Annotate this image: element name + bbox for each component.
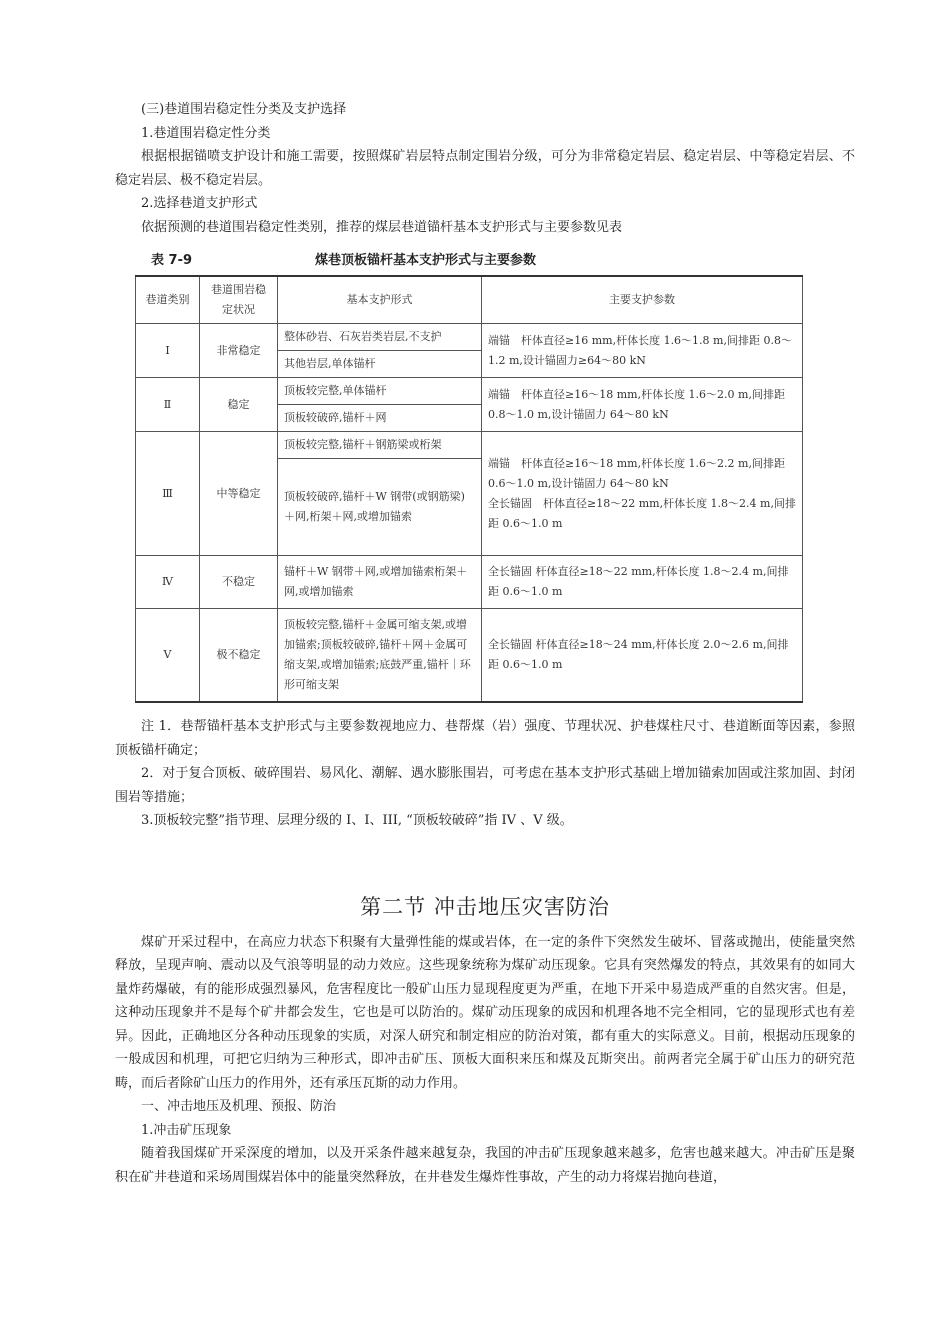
- table-row: [136, 378, 803, 405]
- class-cell: Ⅴ: [136, 609, 200, 703]
- params-line: 端锚 杆体直径≥16～18 mm,杆体长度 1.6～2.2 m,间排距 0.6～1.0 m,设计锚固力 64～80 kN: [488, 456, 785, 490]
- header-form: 基本支护形式: [278, 276, 482, 324]
- support-table: [135, 275, 803, 703]
- class-cell: Ⅰ: [136, 324, 200, 378]
- form-cell: 顶板较完整,单体锚杆: [278, 378, 482, 405]
- note-2: 2．对于复合顶板、破碎围岩、易风化、潮解、遇水膨胀围岩，可考虑在基本支护形式基础上增加锚索加固或注浆加固、封闭围岩等措施；: [115, 766, 855, 805]
- note-3: 3.顶板较完整”指节理、层理分级的 I、I、III, “顶板较破碎”指 IV 、V 级。: [141, 813, 573, 828]
- form-cell: 其他岩层,单体锚杆: [278, 351, 482, 378]
- table-header-row: [136, 276, 803, 324]
- section-title: 第二节 冲击地压灾害防治: [360, 894, 610, 919]
- form-cell: 整体砂岩、石灰岩类岩层,不支护: [278, 324, 482, 351]
- table-row: [136, 432, 803, 459]
- state-cell: 稳定: [200, 378, 278, 432]
- class-cell: Ⅱ: [136, 378, 200, 432]
- subheading-1: 1.巷道围岩稳定性分类: [141, 125, 271, 141]
- paragraph-1: 根据根据锚喷支护设计和施工需要，按照煤矿岩层特点制定围岩分级，可分为非常稳定岩层、稳定岩层、中等稳定岩层、不稳定岩层、极不稳定岩层。: [115, 149, 855, 188]
- params-cell: 全长锚固 杆体直径≥18～24 mm,杆体长度 2.0～2.6 m,间排距 0.6～1.0 m: [482, 609, 803, 703]
- section-paragraph-2: 随着我国煤矿开采深度的增加，以及开采条件越来越复杂，我国的冲击矿压现象越来越多，危害也越来越大。冲击矿压是聚积在矿井巷道和采场周围煤岩体中的能量突然释放，在井巷发生爆炸性事故，产生的动力将煤岩抛向巷道，: [115, 1146, 855, 1185]
- table-notes: [115, 715, 855, 833]
- params-cell: [482, 432, 803, 556]
- note-1: 注 1．巷帮锚杆基本支护形式与主要参数视地应力、巷帮煤（岩）强度、节理状况、护巷煤柱尺寸、巷道断面等因素，参照顶板锚杆确定；: [115, 719, 855, 758]
- form-cell: 顶板较破碎,锚杆＋网: [278, 405, 482, 432]
- params-cell: 全长锚固 杆体直径≥18～22 mm,杆体长度 1.8～2.4 m,间排距 0.6～1.0 m: [482, 556, 803, 609]
- table-row: [136, 556, 803, 609]
- form-cell: 顶板较完整,锚杆＋金属可缩支架,或增加锚索;顶板较破碎,锚杆＋网＋金属可缩支架,或增加锚索;底鼓严重,锚杆｜环形可缩支架: [278, 609, 482, 703]
- document-page: [115, 98, 855, 1189]
- class-cell: Ⅳ: [136, 556, 200, 609]
- header-stability: 巷道围岩稳定状况: [200, 276, 278, 324]
- header-params: 主要支护参数: [482, 276, 803, 324]
- section-paragraph-1: 煤矿开采过程中，在高应力状态下积聚有大量弹性能的煤或岩体，在一定的条件下突然发生破坏、冒落或抛出，使能量突然释放，呈现声响、震动以及气浪等明显的动力效应。这些现象统称为煤矿动压现象。它具有突然爆发的特点，其效果有的如同大量炸药爆破，有的能形成强烈暴风，危害程度比一般矿山压力显现程度更为严重，在地下开采中易造成严重的自然灾害。但是，这种动压现象并不是每个矿井都会发生，它也是可以防治的。煤矿动压现象的成因和机理各地不完全相同，它的显现形式也有差异。因此，正确地区分各种动压现象的实质，对深人研究和制定相应的防治对策，都有重大的实际意义。目前，根据动压现象的一般成因和机理，可把它归纳为三种形式，即冲击矿压、顶板大面积来压和煤及瓦斯突出。前两者完全属于矿山压力的研究范畴，而后者除矿山压力的作用外，还有承压瓦斯的动力作用。: [115, 934, 855, 1091]
- form-cell: 锚杆＋W 钢带＋网,或增加锚索桁架＋网,或增加锚索: [278, 556, 482, 609]
- state-cell: 不稳定: [200, 556, 278, 609]
- section-subheading-2: 1.冲击矿压现象: [141, 1122, 232, 1138]
- params-cell: 端锚 杆体直径≥16 mm,杆体长度 1.6～1.8 m,间排距 0.8～1.2 m,设计锚固力≥64～80 kN: [482, 324, 803, 378]
- table-row: [136, 609, 803, 703]
- form-cell: 顶板较完整,锚杆＋钢筋梁或桁架: [278, 432, 482, 459]
- table-title: 煤巷顶板锚杆基本支护形式与主要参数: [315, 253, 537, 268]
- subheading-2: 2.选择巷道支护形式: [141, 196, 258, 211]
- section-subheading-1: 一、冲击地压及机理、预报、防治: [141, 1099, 337, 1114]
- params-line: 全长锚固 杆体直径≥18～22 mm,杆体长度 1.8～2.4 m,间排距 0.6～1.0 m: [488, 496, 796, 530]
- header-type: 巷道类别: [136, 276, 200, 324]
- table-number: 表 7-9: [151, 253, 193, 268]
- paragraph-2: 依据预测的巷道围岩稳定性类别，推荐的煤层巷道锚杆基本支护形式与主要参数见表: [141, 219, 623, 235]
- state-cell: 中等稳定: [200, 432, 278, 556]
- params-cell: 端锚 杆体直径≥16～18 mm,杆体长度 1.6～2.0 m,间排距 0.8～1.0 m,设计锚固力 64～80 kN: [482, 378, 803, 432]
- state-cell: 极不稳定: [200, 609, 278, 703]
- table-caption: [115, 243, 855, 275]
- state-cell: 非常稳定: [200, 324, 278, 378]
- class-cell: Ⅲ: [136, 432, 200, 556]
- table-row: [136, 324, 803, 351]
- form-cell: 顶板较破碎,锚杆＋W 钢带(或钢筋梁)＋网,桁架＋网,或增加锚索: [278, 459, 482, 556]
- section-heading: (三)巷道围岩稳定性分类及支护选择: [141, 102, 347, 117]
